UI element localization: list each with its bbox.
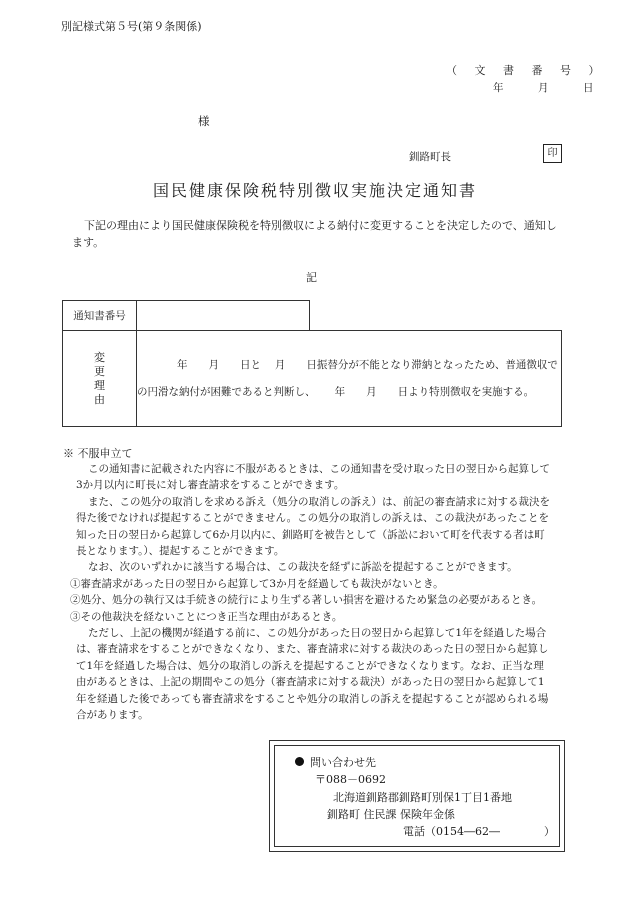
intro-paragraph: 下記の理由により国民健康保険税を特別徴収による納付に変更することを決定したので、通知します。 [72, 219, 557, 249]
ki-marker: 記 [306, 271, 317, 284]
document-number-label: （ 文 書 番 号 ） [446, 64, 607, 77]
change-reason-label [63, 331, 137, 427]
appeal-heading: ※ 不服申立て [63, 447, 133, 460]
contact-box-inner [274, 745, 560, 847]
reason-line-1: 年 月 日と 月 日振替分が不能となり滞納となったため、普通徴収で [177, 358, 558, 371]
appeal-item: ②処分、処分の執行又は手続きの続行により生ずる著しい損害を避けるため緊急の必要があるとき。 [70, 594, 543, 607]
appeal-body [70, 461, 552, 724]
notice-number-label: 通知書番号 [63, 301, 137, 331]
notice-table [62, 300, 562, 427]
change-reason-label-text: 変更理由 [94, 350, 105, 406]
change-reason-text [137, 331, 562, 427]
contact-box [269, 740, 565, 852]
addressee-suffix: 様 [198, 114, 210, 128]
seal-mark: 印 [543, 144, 562, 163]
reason-line-2: の円滑な納付が困難であると判断し、 年 月 日より特別徴収を実施する。 [137, 385, 535, 398]
contact-address: 北海道釧路郡釧路町別保1丁目1番地 [333, 791, 512, 804]
appeal-paragraph: この通知書に記載された内容に不服があるときは、この通知書を受け取った日の翌日から起算して3か月以内に町長に対し審査請求をすることができます。 [76, 463, 550, 492]
contact-phone: 電話（0154―62― ） [403, 825, 555, 838]
contact-heading-text: 問い合わせ先 [310, 756, 376, 769]
form-identifier: 別記様式第５号(第９条関係) [61, 20, 202, 33]
notice-number-value [137, 301, 310, 331]
appeal-item: ①審査請求があった日の翌日から起算して3か月を経過しても裁決がないとき。 [70, 577, 444, 590]
appeal-item: ③その他裁決を経ないことにつき正当な理由があるとき。 [70, 610, 343, 623]
table-spacer [310, 301, 562, 331]
appeal-paragraph: なお、次のいずれかに該当する場合は、この裁決を経ずに訴訟を提起することができます。 [88, 561, 518, 574]
document-title: 国民健康保険税特別徴収実施決定通知書 [152, 181, 477, 200]
date-line: 年 月 日 [493, 82, 606, 94]
appeal-closing: ただし、上記の機関が経過する前に、この処分があった日の翌日から起算して1年を経過した場合は、審査請求をすることができなくなり、また、審査請求に対する裁決のあった日の翌日から起算して1年を経過した場合は、処分の取消しの訴えを提起することができなくなります。なお、正当な理由があるときは、上記の期間やこの処分（審査請求に対する裁決）があった日の翌日から起算して1年を経過した後であっても審査請求をすることや処分の取消しの訴えを提起することが認められる場合があります。 [76, 627, 549, 722]
appeal-paragraph: また、この処分の取消しを求める訴え（処分の取消しの訴え）は、前記の審査請求に対する裁決を得た後でなければ提起することができません。この処分の取消しの訴えは、この裁決があったことを知った日の翌日から起算して6か月以内に、釧路町を被告として（訴訟において町を代表する者は町長となります。）、提起することができます。 [76, 495, 550, 558]
contact-heading [295, 754, 376, 770]
contact-department: 釧路町 住民課 保険年金係 [327, 808, 455, 821]
sender-name: 釧路町長 [409, 151, 451, 163]
contact-postal: 〒088－0692 [315, 773, 386, 786]
bullet-icon [295, 757, 304, 766]
